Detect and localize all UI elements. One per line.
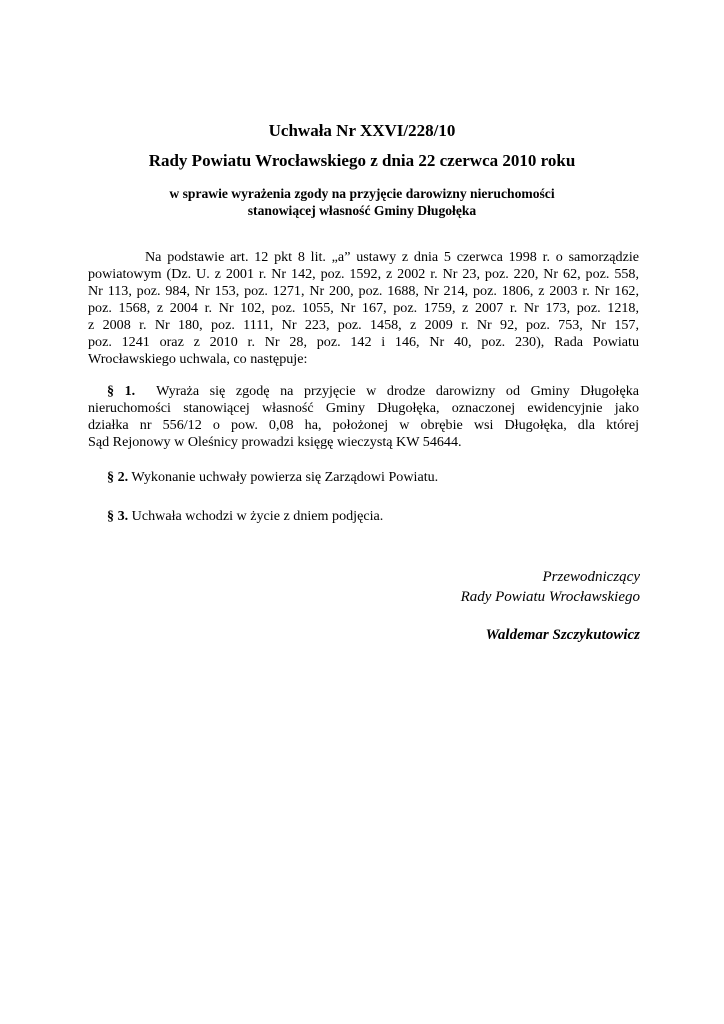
intro-line: poz. 1568, z 2004 r. Nr 102, poz. 1055, Nr 167, poz. 1759, z 2007 r. Nr 173, poz. 1218, xyxy=(88,300,639,316)
paragraph-1 xyxy=(88,383,639,451)
intro-paragraph xyxy=(88,249,639,368)
paragraph-1-first-line xyxy=(88,383,639,400)
intro-line: z 2008 r. Nr 180, poz. 1111, Nr 223, poz. 1458, z 2009 r. Nr 92, poz. 753, Nr 157, xyxy=(88,317,639,333)
intro-line: powiatowym (Dz. U. z 2001 r. Nr 142, poz. 1592, z 2002 r. Nr 23, poz. 220, Nr 62, poz. 558, xyxy=(88,266,639,282)
paragraph-1-first-text: Wyraża się zgodę na przyjęcie w drodze darowizny od Gminy Długołęka xyxy=(156,383,640,399)
intro-line: Na podstawie art. 12 pkt 8 lit. „a” ustawy z dnia 5 czerwca 1998 r. o samorządzie xyxy=(145,249,639,265)
paragraph-3 xyxy=(88,508,639,525)
resolution-subject-line-2: stanowiącej własność Gminy Długołęka xyxy=(247,203,477,218)
intro-line: poz. 1241 oraz z 2010 r. Nr 28, poz. 142 i 146, Nr 40, poz. 230), Rada Powiatu xyxy=(88,334,639,350)
intro-line: Wrocławskiego uchwala, co następuje: xyxy=(88,351,308,367)
paragraph-2-text: Wykonanie uchwały powierza się Zarządowi Powiatu. xyxy=(131,469,439,485)
paragraph-2-label: § 2. xyxy=(107,469,129,485)
paragraph-3-line xyxy=(88,508,639,525)
paragraph-1-line: nieruchomości stanowiącej własność Gminy Długołęka, oznaczonej ewidencyjnie jako xyxy=(88,400,639,416)
paragraph-3-text: Uchwała wchodzi w życie z dniem podjęcia. xyxy=(131,508,384,524)
paragraph-2 xyxy=(88,469,639,486)
resolution-title: Uchwała Nr XXVI/228/10 xyxy=(268,121,456,140)
signature-body: Rady Powiatu Wrocławskiego xyxy=(460,589,640,605)
signature-name: Waldemar Szczykutowicz xyxy=(485,627,640,643)
resolution-subject-line-1: w sprawie wyrażenia zgody na przyjęcie darowizny nieruchomości xyxy=(169,186,555,201)
paragraph-3-label: § 3. xyxy=(107,508,129,524)
paragraph-1-line: działka nr 556/12 o pow. 0,08 ha, położonej w obrębie wsi Długołęka, dla której xyxy=(88,417,639,433)
intro-line: Nr 113, poz. 984, Nr 153, poz. 1271, Nr 200, poz. 1688, Nr 214, poz. 1806, z 2003 r. Nr 162, xyxy=(88,283,639,299)
signature-role: Przewodniczący xyxy=(542,569,640,585)
paragraph-1-label: § 1. xyxy=(107,383,136,399)
paragraph-2-line xyxy=(88,469,639,486)
resolution-subtitle: Rady Powiatu Wrocławskiego z dnia 22 czerwca 2010 roku xyxy=(148,151,576,170)
paragraph-1-line: Sąd Rejonowy w Oleśnicy prowadzi księgę wieczystą KW 54644. xyxy=(88,434,462,450)
